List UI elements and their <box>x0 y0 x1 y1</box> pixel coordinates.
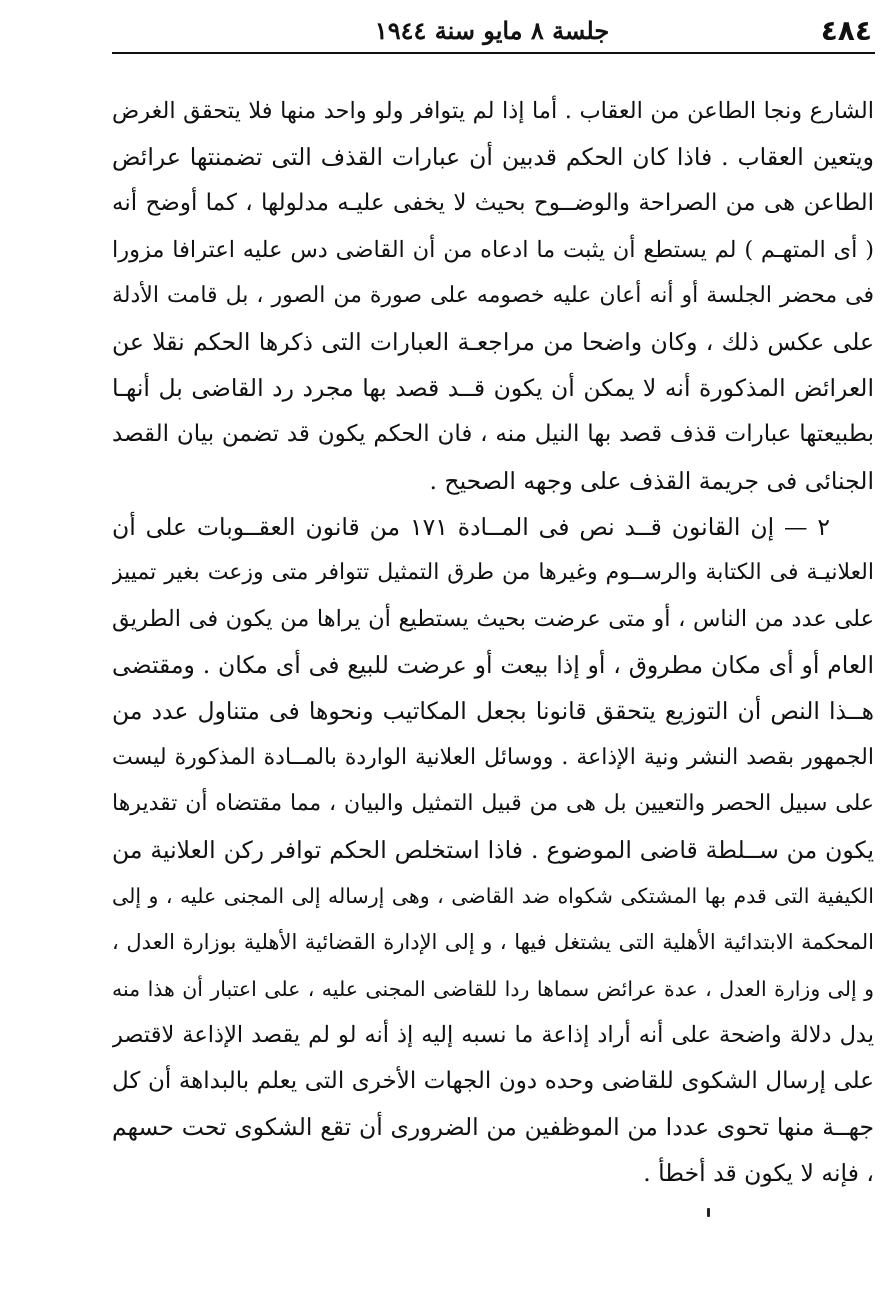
text-line: ويتعين العقاب . فاذا كان الحكم قدبين أن عبارات القذف التى تضمنتها عرائض <box>112 143 874 172</box>
text-line: المحكمة الابتدائية الأهلية التى يشتغل فيها ، و إلى الإدارة القضائية الأهلية بوزارة العدل ، <box>112 930 874 955</box>
text-line: العام أو أى مكان مطروق ، أو إذا بيعت أو عرضت للبيع فى أى مكان . ومقتضى <box>112 651 874 680</box>
text-line: جهــة منها تحوى عددا من الموظفين من الضرورى أن تقع الشكوى تحت حسهم <box>112 1113 874 1142</box>
page-header <box>112 10 872 50</box>
text-line: الكيفية التى قدم بها المشتكى شكواه ضد القاضى ، وهى إرساله إلى المجنى عليه ، و إلى <box>112 884 874 909</box>
page-number: ٤٨٤ <box>820 14 872 47</box>
text-line: العرائض المذكورة أنه لا يمكن أن يكون قــد قصد بها مجرد رد القاضى بل أنهـا <box>112 374 874 403</box>
text-line: يدل دلالة واضحة على أنه أراد إذاعة ما نسبه إليه إذ أنه لو لم يقصد الإذاعة لاقتصر <box>112 1021 874 1048</box>
running-head: جلسة ٨ مايو سنة ١٩٤٤ <box>374 16 610 45</box>
text-line: الجنائى فى جريمة القذف على وجهه الصحيح . <box>429 466 874 495</box>
ink-mark <box>707 1208 710 1217</box>
body-text <box>112 88 874 1197</box>
text-line: العلانيـة فى الكتابة والرســوم وغيرها من طرق التمثيل تتوافر متى وزعت بغير تمييز <box>112 559 874 585</box>
text-line: على عكس ذلك ، وكان واضحا من مراجعـة العبارات التى ذكرها الحكم نقلا عن <box>112 327 874 356</box>
text-line: على سبيل الحصر والتعيين بل هى من قبيل التمثيل والبيان ، مما مقتضاه أن تقديرها <box>112 790 874 816</box>
text-line: الطاعن هى من الصراحة والوضــوح بحيث لا يخفى عليـه مدلولها ، كما أوضح أنه <box>112 190 874 217</box>
text-line: ، فإنه لا يكون قد أخطأ . <box>643 1159 874 1188</box>
text-line: يكون من ســلطة قاضى الموضوع . فاذا استخلص الحكم توافر ركن العلانية من <box>112 836 874 864</box>
text-line: فى محضر الجلسة أو أنه أعان عليه خصومه على صورة من الصور ، بل قامت الأدلة <box>112 282 874 308</box>
text-line: الشارع ونجا الطاعن من العقاب . أما إذا لم يتوافر ولو واحد منها فلا يتحقق الغرض <box>112 98 874 124</box>
text-line: هــذا النص أن التوزيع يتحقق قانونا بجعل المكاتيب ونحوها فى متناول عدد من <box>112 697 874 726</box>
text-line: على عدد من الناس ، أو متى عرضت بحيث يستطيع أن يراها من يكون فى الطريق <box>112 606 874 633</box>
text-line: و إلى وزارة العدل ، عدة عرائض سماها ردا للقاضى المجنى عليه ، على اعتبار أن هذا منه <box>112 976 874 1001</box>
text-line: ( أى المتهـم ) لم يستطع أن يثبت ما ادعاه من أن القاضى دس عليه اعترافا مزورا <box>112 236 874 263</box>
text-line: بطبيعتها عبارات قذف قصد بها النيل منه ، فان الحكم يكون قد تضمن بيان القصد <box>112 421 874 448</box>
text-line: ٢ — إن القانون قــد نص فى المــادة ١٧١ من قانون العقــوبات على أن <box>112 512 830 541</box>
text-line: الجمهور بقصد النشر ونية الإذاعة . ووسائل العلانية الواردة بالمــادة المذكورة ليست <box>112 744 874 770</box>
text-line: على إرسال الشكوى للقاضى وحده دون الجهات الأخرى التى يعلم بالبداهة أن كل <box>112 1067 874 1094</box>
header-rule <box>112 52 875 54</box>
